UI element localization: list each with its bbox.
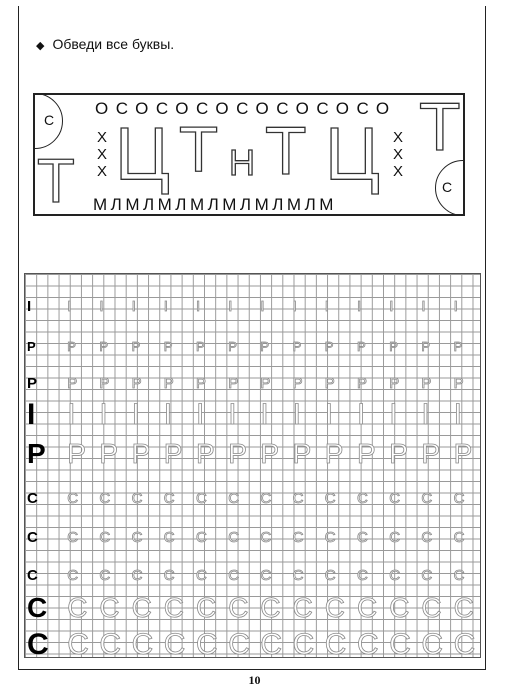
tracing-letter[interactable]: С: [453, 627, 476, 661]
tracing-letter[interactable]: С: [389, 627, 411, 661]
model-letter: С: [27, 567, 38, 585]
tracing-row: [25, 280, 480, 318]
tracing-letter[interactable]: I: [196, 397, 205, 431]
tracing-letter[interactable]: I: [67, 397, 76, 431]
tracing-letter[interactable]: I: [324, 397, 334, 431]
big-letter: Т: [419, 93, 461, 165]
tracing-letter[interactable]: С: [228, 627, 250, 661]
tracing-letter[interactable]: С: [292, 490, 304, 508]
tracing-letter[interactable]: Р: [196, 437, 215, 469]
tracing-letter[interactable]: С: [67, 591, 88, 623]
tracing-letter[interactable]: Р: [389, 375, 400, 393]
tracing-letter[interactable]: С: [260, 591, 281, 623]
tracing-letter[interactable]: С: [453, 528, 465, 546]
tracing-letter[interactable]: С: [421, 490, 433, 508]
big-letter: Т: [37, 147, 75, 216]
tracing-letter[interactable]: С: [99, 627, 122, 661]
model-letter: С: [27, 528, 38, 546]
tracing-letter[interactable]: С: [228, 567, 240, 585]
tracing-letter[interactable]: С: [163, 567, 175, 585]
tracing-letter[interactable]: Р: [131, 375, 142, 393]
tracing-letter[interactable]: Р: [67, 338, 76, 354]
row-bottom-letters: МЛМЛМЛМЛМЛМЛМЛМ: [93, 195, 337, 214]
bullet-icon: ◆: [36, 40, 45, 52]
tracing-letter[interactable]: С: [324, 567, 336, 585]
tracing-letter[interactable]: С: [260, 567, 272, 585]
tracing-letter[interactable]: I: [67, 298, 72, 316]
tracing-letter[interactable]: Р: [292, 375, 303, 393]
tracing-letter[interactable]: С: [357, 567, 368, 585]
tracing-letter[interactable]: С: [292, 567, 304, 585]
tracing-letter[interactable]: С: [67, 567, 79, 585]
tracing-letter[interactable]: С: [196, 528, 207, 546]
tracing-letter[interactable]: С: [292, 627, 315, 661]
tracing-letter[interactable]: С: [324, 591, 346, 623]
tracing-letter[interactable]: Р: [99, 437, 119, 469]
tracing-letter[interactable]: I: [163, 298, 168, 316]
tracing-letter[interactable]: С: [196, 490, 207, 508]
tracing-letter[interactable]: I: [421, 397, 430, 431]
tracing-letter[interactable]: Р: [357, 338, 366, 354]
tracing-letter[interactable]: Р: [421, 338, 431, 354]
tracing-letter[interactable]: С: [99, 490, 111, 508]
tracing-letter[interactable]: С: [324, 490, 336, 508]
corner-letter-right: С: [442, 179, 453, 195]
model-letter: С: [27, 490, 38, 508]
tracing-letter[interactable]: Р: [292, 338, 302, 354]
tracing-letter[interactable]: Р: [389, 437, 408, 469]
model-letter: I: [27, 397, 36, 431]
tracing-letter[interactable]: I: [357, 397, 366, 431]
tracing-row: [25, 395, 480, 433]
tracing-letter[interactable]: Р: [453, 338, 463, 354]
tracing-letter[interactable]: Р: [453, 437, 473, 469]
tracing-letter[interactable]: Р: [163, 437, 183, 469]
tracing-letter[interactable]: С: [292, 591, 313, 623]
row-top-letters: ОСОСОСОСОСОСОСО: [95, 99, 397, 118]
tracing-letter[interactable]: С: [99, 567, 111, 585]
tracing-letter[interactable]: Р: [357, 437, 376, 469]
corner-letter-left: С: [44, 112, 55, 128]
tracing-letter[interactable]: С: [99, 591, 120, 623]
page-number: 10: [248, 673, 261, 687]
corner-circle-right: [435, 160, 465, 216]
tracing-letter[interactable]: С: [196, 591, 217, 623]
tracing-letter[interactable]: Р: [196, 375, 207, 393]
tracing-letter[interactable]: С: [228, 490, 240, 508]
tracing-letter[interactable]: С: [163, 490, 175, 508]
tracing-row: [25, 626, 480, 664]
tracing-letter[interactable]: С: [421, 627, 444, 661]
big-letter: Т: [179, 113, 219, 185]
tracing-letter[interactable]: Р: [389, 338, 398, 354]
model-letter: С: [27, 627, 49, 661]
tracing-letter[interactable]: I: [260, 397, 269, 431]
tracing-letter[interactable]: С: [67, 490, 79, 508]
tracing-letter[interactable]: С: [131, 528, 143, 546]
tracing-letter[interactable]: С: [389, 490, 401, 508]
tracing-letter[interactable]: Р: [324, 338, 334, 354]
tracing-letter[interactable]: Р: [131, 338, 141, 354]
x-column-right: Х Х Х: [392, 129, 403, 180]
tracing-letter[interactable]: С: [196, 627, 218, 661]
tracing-letter[interactable]: Р: [163, 338, 173, 354]
model-letter: I: [27, 298, 32, 316]
tracing-row: [25, 318, 480, 356]
tracing-letter[interactable]: Р: [196, 338, 205, 354]
tracing-row: [25, 587, 480, 625]
tracing-letter[interactable]: I: [99, 397, 108, 431]
tracing-row: [25, 434, 480, 472]
tracing-letter[interactable]: С: [260, 528, 272, 546]
tracing-letter[interactable]: С: [163, 591, 185, 623]
tracing-letter[interactable]: I: [389, 298, 394, 316]
tracing-letter[interactable]: Р: [421, 437, 441, 469]
tracing-letter[interactable]: С: [453, 567, 465, 585]
tracing-row: [25, 510, 480, 548]
tracing-letter[interactable]: С: [260, 490, 272, 508]
model-letter: Р: [27, 338, 36, 354]
letter-panel: [33, 93, 465, 216]
tracing-letter[interactable]: С: [228, 528, 240, 546]
tracing-letter[interactable]: I: [357, 298, 362, 316]
model-letter: Р: [27, 375, 38, 393]
tracing-letter[interactable]: С: [357, 490, 368, 508]
instruction-text: Обведи все буквы.: [52, 36, 175, 52]
tracing-letter[interactable]: Р: [99, 375, 110, 393]
tracing-letter[interactable]: С: [67, 528, 79, 546]
tracing-letter[interactable]: I: [453, 397, 462, 431]
instruction: [36, 36, 174, 52]
tracing-letter[interactable]: С: [453, 591, 474, 623]
corner-circle-left: [33, 93, 63, 149]
tracing-letter[interactable]: С: [163, 627, 186, 661]
tracing-letter[interactable]: Р: [357, 375, 368, 393]
tracing-letter[interactable]: I: [228, 298, 233, 316]
tracing-letter[interactable]: Р: [99, 338, 109, 354]
tracing-letter[interactable]: I: [260, 298, 265, 316]
tracing-letter[interactable]: Р: [67, 437, 86, 469]
big-letter: Т: [265, 113, 307, 189]
tracing-letter[interactable]: Р: [163, 375, 174, 393]
tracing-letter[interactable]: I: [131, 298, 136, 316]
tracing-letter[interactable]: С: [389, 528, 401, 546]
tracing-letter[interactable]: Р: [67, 375, 78, 393]
tracing-letter[interactable]: I: [421, 298, 426, 316]
tracing-letter[interactable]: Р: [228, 437, 247, 469]
tracing-letter[interactable]: С: [357, 528, 368, 546]
tracing-letter[interactable]: С: [292, 528, 304, 546]
x-column-left: Х Х Х: [96, 129, 107, 180]
tracing-grid: [24, 273, 481, 661]
tracing-letter[interactable]: Р: [324, 375, 335, 393]
tracing-letter[interactable]: С: [228, 591, 249, 623]
big-letter: Н: [229, 142, 255, 183]
tracing-letter[interactable]: С: [131, 627, 154, 661]
tracing-letter[interactable]: I: [163, 397, 173, 431]
tracing-letter[interactable]: С: [389, 567, 401, 585]
tracing-letter[interactable]: Р: [131, 437, 151, 469]
tracing-letter[interactable]: Р: [260, 437, 280, 469]
tracing-letter[interactable]: С: [357, 627, 379, 661]
tracing-letter[interactable]: С: [131, 567, 143, 585]
tracing-letter[interactable]: С: [389, 591, 410, 623]
tracing-letter[interactable]: С: [324, 627, 347, 661]
tracing-letter[interactable]: I: [292, 298, 297, 316]
tracing-letter[interactable]: С: [131, 591, 152, 623]
big-letter: Ц: [325, 112, 380, 195]
model-letter: Р: [27, 437, 46, 469]
tracing-letter[interactable]: С: [131, 490, 143, 508]
tracing-letter[interactable]: С: [453, 490, 465, 508]
tracing-letter[interactable]: С: [67, 627, 89, 661]
tracing-letter[interactable]: I: [292, 397, 301, 431]
tracing-letter[interactable]: С: [196, 567, 207, 585]
tracing-letter[interactable]: Р: [228, 375, 239, 393]
tracing-letter[interactable]: Р: [260, 375, 271, 393]
tracing-letter[interactable]: С: [421, 528, 433, 546]
tracing-row: [25, 472, 480, 510]
tracing-letter[interactable]: Р: [324, 437, 344, 469]
tracing-letter[interactable]: С: [421, 567, 433, 585]
big-letter: Ц: [115, 112, 170, 195]
tracing-letter[interactable]: I: [228, 397, 237, 431]
tracing-letter[interactable]: С: [324, 528, 336, 546]
tracing-letter[interactable]: I: [389, 397, 398, 431]
model-letter: С: [27, 591, 48, 623]
tracing-letter[interactable]: I: [324, 298, 329, 316]
tracing-letter[interactable]: I: [196, 298, 201, 316]
tracing-letter[interactable]: С: [357, 591, 378, 623]
tracing-row: [25, 549, 480, 587]
tracing-letter[interactable]: I: [131, 397, 140, 431]
tracing-letter[interactable]: Р: [421, 375, 432, 393]
tracing-letter[interactable]: Р: [228, 338, 237, 354]
tracing-letter[interactable]: Р: [292, 437, 312, 469]
tracing-letter[interactable]: I: [99, 298, 104, 316]
tracing-letter[interactable]: С: [260, 627, 283, 661]
tracing-letter[interactable]: С: [163, 528, 175, 546]
tracing-letter[interactable]: С: [99, 528, 111, 546]
tracing-row: [25, 357, 480, 395]
tracing-letter[interactable]: Р: [453, 375, 464, 393]
tracing-letter[interactable]: I: [453, 298, 458, 316]
tracing-letter[interactable]: Р: [260, 338, 270, 354]
tracing-letter[interactable]: С: [421, 591, 442, 623]
